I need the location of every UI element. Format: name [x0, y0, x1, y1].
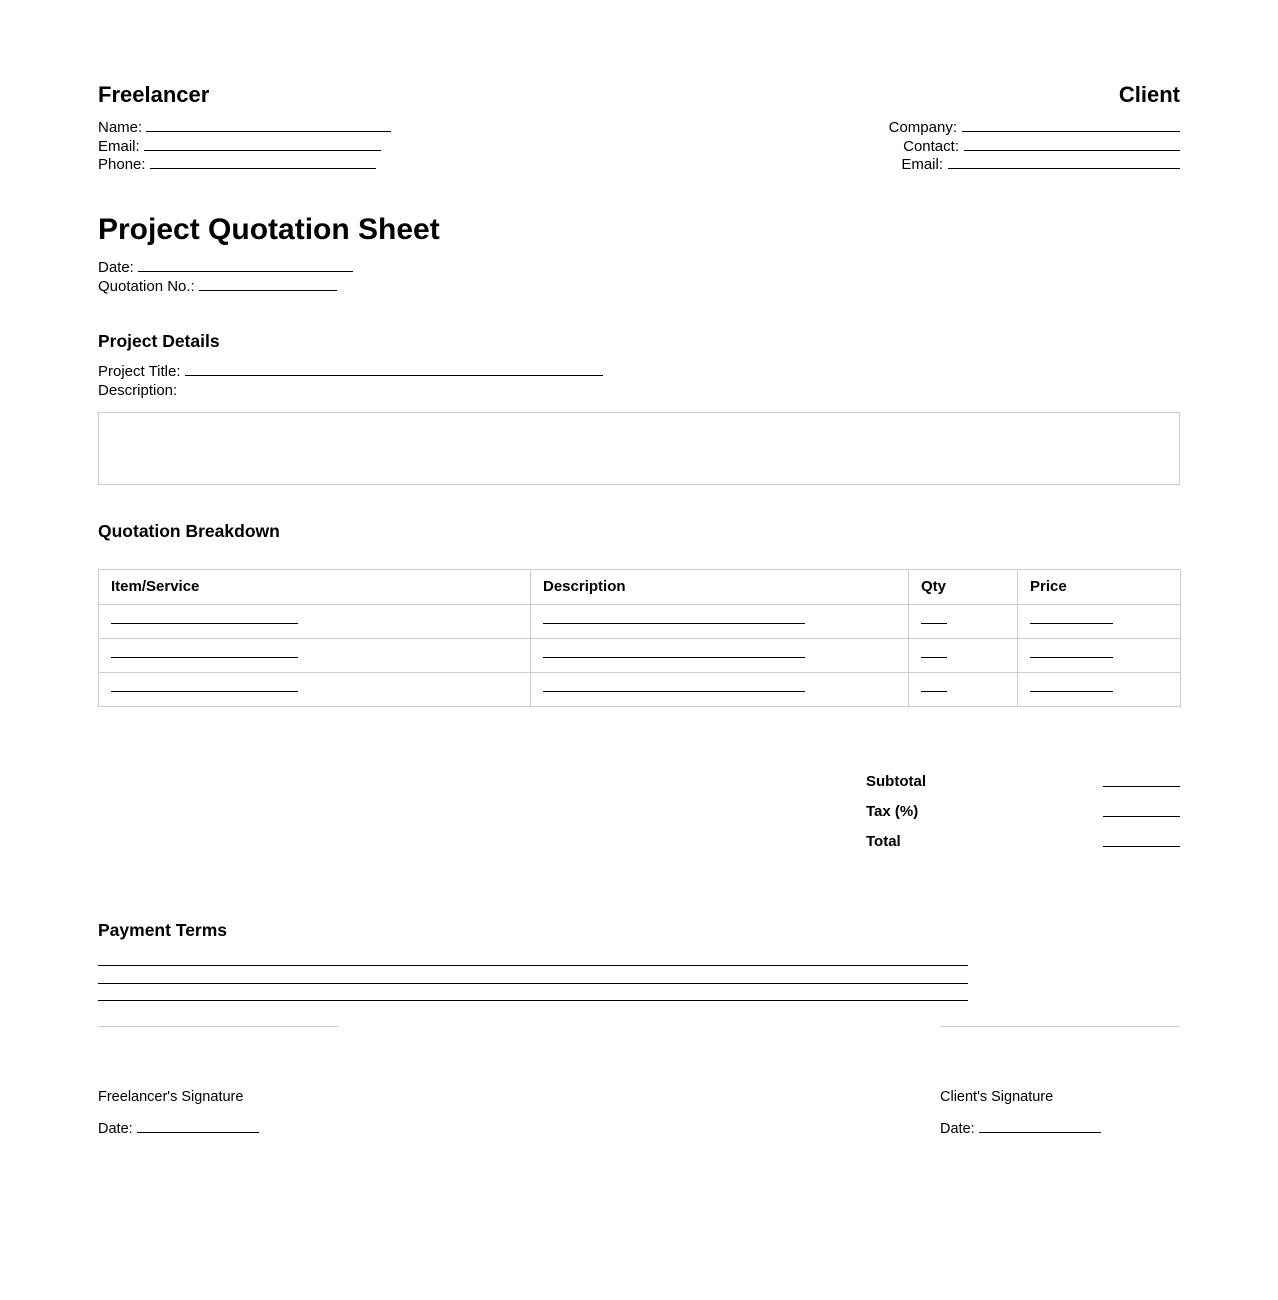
quotation-no-blank-line [199, 278, 337, 291]
payment-terms-blank-line [98, 1000, 968, 1001]
tax-row [866, 795, 1180, 825]
column-header-item-service: Item/Service [99, 569, 531, 604]
quotation-table [98, 569, 1181, 707]
price-cell [1018, 638, 1181, 672]
table-row [99, 638, 1181, 672]
freelancer-phone-field [98, 156, 391, 175]
freelancer-signature-date-field [98, 1122, 338, 1137]
total-row [866, 825, 1180, 855]
item-blank-line [111, 622, 298, 624]
freelancer-phone-label: Phone: [98, 156, 146, 173]
client-company-field [889, 119, 1180, 138]
table-row [99, 672, 1181, 706]
client-email-blank-line [948, 156, 1180, 169]
price-blank-line [1030, 622, 1113, 624]
date-label: Date: [98, 258, 134, 276]
client-contact-blank-line [964, 138, 1180, 151]
freelancer-heading: Freelancer [98, 82, 210, 107]
price-blank-line [1030, 656, 1113, 658]
totals-block [866, 765, 1180, 855]
tax-blank-line [1103, 815, 1180, 817]
freelancer-block [98, 84, 391, 175]
total-blank-line [1103, 845, 1180, 847]
client-company-label: Company: [888, 119, 957, 136]
qty-blank-line [921, 622, 947, 624]
column-header-description: Description [531, 569, 909, 604]
project-title-label: Project Title: [98, 363, 181, 380]
column-header-qty: Qty [909, 569, 1018, 604]
item-cell [99, 638, 531, 672]
qty-blank-line [921, 690, 947, 692]
quotation-no-label: Quotation No.: [98, 277, 195, 295]
client-signature-label: Client's Signature [940, 1089, 1054, 1105]
quotation-breakdown-heading: Quotation Breakdown [98, 521, 280, 541]
freelancer-signature-block [98, 1026, 338, 1136]
freelancer-signature-line [98, 1026, 338, 1027]
freelancer-name-blank-line [146, 119, 391, 132]
payment-terms-blank-line [98, 983, 968, 984]
client-signature-line [940, 1026, 1180, 1027]
project-details-heading: Project Details [98, 330, 220, 351]
freelancer-name-field [98, 119, 391, 138]
total-label: Total [866, 832, 901, 850]
price-blank-line [1030, 690, 1113, 692]
client-contact-label: Contact: [903, 137, 959, 155]
freelancer-email-blank-line [144, 138, 381, 151]
freelancer-signature-date-label: Date: [98, 1120, 133, 1137]
description-box [98, 412, 1180, 485]
payment-terms-blank-line [98, 965, 968, 966]
client-heading: Client [1118, 82, 1180, 107]
freelancer-signature-label: Freelancer's Signature [98, 1089, 244, 1105]
description-blank-line [543, 656, 805, 658]
payment-terms-lines [98, 965, 1180, 1001]
description-label: Description: [98, 381, 178, 399]
description-label-row [98, 382, 1180, 401]
qty-cell [909, 672, 1018, 706]
subtotal-blank-line [1103, 785, 1180, 787]
column-header-price: Price [1018, 569, 1181, 604]
client-email-label: Email: [901, 156, 943, 173]
date-field [98, 258, 1180, 277]
description-cell [531, 672, 909, 706]
client-signature-date-field [940, 1122, 1180, 1137]
qty-blank-line [921, 656, 947, 658]
subtotal-row [866, 765, 1180, 795]
item-blank-line [111, 656, 298, 658]
freelancer-email-field [98, 138, 391, 157]
project-title-blank-line [185, 363, 603, 376]
client-email-field [889, 156, 1180, 175]
quotation-no-field [98, 277, 1180, 296]
description-blank-line [543, 690, 805, 692]
parties-header [98, 84, 1180, 175]
client-contact-field [889, 138, 1180, 157]
qty-cell [909, 638, 1018, 672]
qty-cell [909, 604, 1018, 638]
item-blank-line [111, 690, 298, 692]
client-company-blank-line [962, 119, 1180, 132]
freelancer-email-label: Email: [98, 137, 140, 155]
tax-label: Tax (%) [866, 802, 919, 820]
subtotal-label: Subtotal [866, 772, 926, 790]
client-block [889, 84, 1180, 175]
freelancer-phone-blank-line [150, 156, 376, 169]
description-blank-line [543, 622, 805, 624]
description-cell [531, 638, 909, 672]
price-cell [1018, 672, 1181, 706]
payment-terms-heading: Payment Terms [98, 919, 228, 940]
project-title-field [98, 363, 1180, 382]
client-signature-date-label: Date: [940, 1120, 975, 1137]
freelancer-signature-date-blank-line [137, 1122, 259, 1133]
item-cell [99, 604, 531, 638]
price-cell [1018, 604, 1181, 638]
client-signature-block [940, 1026, 1180, 1136]
description-cell [531, 604, 909, 638]
table-row [99, 604, 1181, 638]
client-signature-date-blank-line [979, 1122, 1101, 1133]
freelancer-name-label: Name: [98, 119, 143, 136]
date-blank-line [138, 259, 353, 272]
item-cell [99, 672, 531, 706]
table-header-row [99, 569, 1181, 604]
signatures-section [98, 1026, 1180, 1136]
page-title: Project Quotation Sheet [98, 212, 440, 246]
